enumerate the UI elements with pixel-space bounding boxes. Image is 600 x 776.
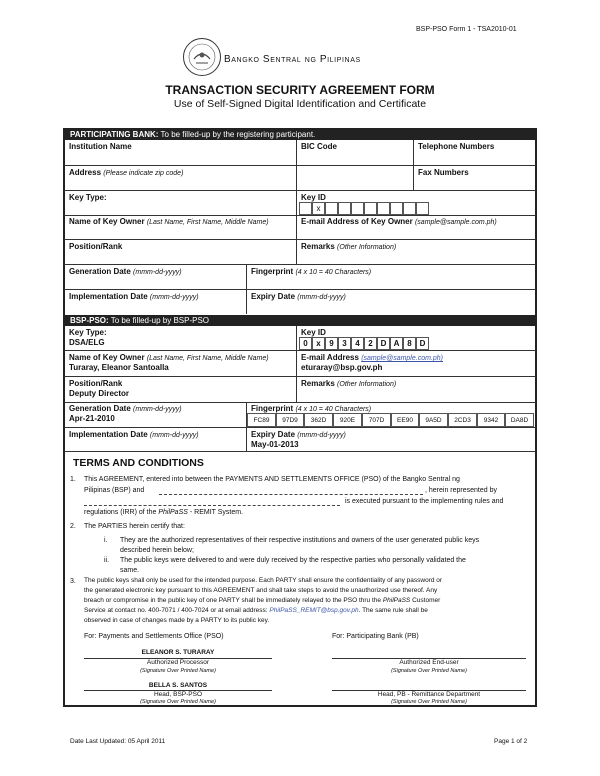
pso-key-type-value: DSA/ELG	[69, 338, 105, 347]
form-code: BSP-PSO Form 1 - TSA2010-01	[416, 26, 517, 33]
pso-key-id-label: Key ID	[301, 328, 326, 337]
telephone-label: Telephone Numbers	[418, 142, 495, 151]
pso-key-id-cell: D	[377, 337, 390, 350]
page-subtitle: Use of Self-Signed Digital Identification and Certificate	[173, 98, 427, 110]
pso-fingerprint-label: Fingerprint (4 x 10 = 40 Characters)	[251, 404, 372, 413]
key-id-cell: x	[312, 202, 325, 215]
term-3-number: 3.	[70, 578, 76, 585]
email-field[interactable]	[297, 228, 534, 238]
pso-expiry-date-value: May-01-2013	[251, 440, 299, 449]
bank-name: Bangko Sentral ng Pilipinas	[224, 54, 361, 65]
fingerprint-cell: 707D	[362, 413, 391, 427]
pso-generation-date-value: Apr-21-2010	[69, 414, 115, 423]
position-label: Position/Rank	[69, 242, 123, 251]
implementation-date-field[interactable]	[64, 302, 245, 313]
pso-remarks-label: Remarks (Other Information)	[301, 379, 397, 388]
pso-position-label: Position/Rank	[69, 379, 123, 388]
pso-generation-date-label: Generation Date (mmm-dd-yyyy)	[69, 404, 182, 413]
address-field[interactable]	[64, 178, 412, 189]
key-owner-field[interactable]	[64, 228, 295, 238]
sig-caption: (Signature Over Printed Name)	[391, 668, 467, 674]
address-label: Address (Please indicate zip code)	[69, 168, 184, 177]
expiry-date-field[interactable]	[247, 302, 534, 313]
pso-key-id-cell: 9	[325, 337, 338, 350]
pso-key-id-cell: 0	[299, 337, 312, 350]
key-id-cell[interactable]	[364, 202, 377, 215]
sig-caption: (Signature Over Printed Name)	[391, 699, 467, 705]
key-id-cell[interactable]	[403, 202, 416, 215]
pso-email-label: E-mail Address (sample@sample.com.ph)	[301, 353, 443, 362]
fingerprint-label: Fingerprint (4 x 10 = 40 Characters)	[251, 267, 372, 276]
email-label: E-mail Address of Key Owner (sample@sample.com.ph)	[301, 217, 497, 226]
term-1-line: Pilipinas (BSP) and	[84, 487, 145, 494]
pso-key-owner-value: Turaray, Eleanor Santoalla	[69, 363, 169, 372]
pso-key-id-cell: A	[390, 337, 403, 350]
participating-bank-header-note: To be filled-up by the registering participant.	[160, 130, 316, 139]
key-id-cell[interactable]	[338, 202, 351, 215]
remarks-label: Remarks (Other Information)	[301, 242, 397, 251]
term-1-line: regulations (IRR) of the PhilPaSS - REMIT System.	[84, 509, 244, 516]
representative-blank[interactable]	[84, 505, 340, 506]
pb-signatory-1-title: Authorized End-user	[399, 659, 459, 666]
sig-caption: (Signature Over Printed Name)	[140, 668, 216, 674]
last-updated: Date Last Updated: 05 April 2011	[70, 738, 166, 745]
bsp-pso-header-note: To be filled-up by BSP-PSO	[110, 316, 210, 325]
term-3-line: The public keys shall only be used for the intended purpose. Each PARTY shall ensure the confidentiality of any password or	[84, 577, 443, 584]
for-pb-label: For: Participating Bank (PB)	[332, 633, 419, 640]
terms-heading: TERMS AND CONDITIONS	[73, 457, 204, 469]
bsp-pso-header-label: BSP-PSO:	[70, 316, 109, 325]
institution-name-label: Institution Name	[69, 142, 132, 151]
term-2i-line: described herein below;	[120, 547, 194, 554]
term-2ii-line: same.	[120, 567, 140, 574]
key-owner-label: Name of Key Owner (Last Name, First Name, Middle Name)	[69, 217, 269, 226]
pso-implementation-date-label: Implementation Date (mmm-dd-yyyy)	[69, 430, 199, 439]
position-field[interactable]	[64, 252, 295, 263]
pso-key-id-cell: 4	[351, 337, 364, 350]
fingerprint-cell: DA8D	[505, 413, 534, 427]
fingerprint-cell: 2CD3	[448, 413, 477, 427]
pso-position-value: Deputy Director	[69, 389, 130, 398]
term-3-line: Service at contact no. 400-7071 / 400-7024 or at email address: PhilPaSS_REMIT@bsp.gov.ph. The same rule shall be	[84, 607, 428, 614]
bic-code-label: BIC Code	[301, 142, 337, 151]
key-id-cell[interactable]	[325, 202, 338, 215]
pso-key-id-cell: D	[416, 337, 429, 350]
implementation-date-label: Implementation Date (mmm-dd-yyyy)	[69, 292, 199, 301]
fingerprint-cell: FC89	[247, 413, 276, 427]
term-3-line: observed in case of changes made by a PARTY to its public key.	[84, 617, 270, 624]
bsp-pso-header	[64, 315, 536, 326]
term-2-line: The PARTIES herein certify that:	[84, 523, 185, 530]
bic-code-field[interactable]	[297, 153, 412, 164]
term-2i-line: They are the authorized representatives of their respective institutions and owners of the user generated public keys	[120, 537, 480, 544]
term-1-line: is executed pursuant to the implementing rules and	[345, 498, 504, 505]
bank-name-blank[interactable]	[159, 494, 423, 495]
generation-date-field[interactable]	[64, 277, 245, 288]
fax-field[interactable]	[414, 178, 534, 189]
pso-signatory-2-title: Head, BSP-PSO	[153, 691, 203, 698]
fingerprint-cell: 9342	[477, 413, 505, 427]
sig-caption: (Signature Over Printed Name)	[140, 699, 216, 705]
participating-bank-header-label: PARTICIPATING BANK:	[70, 130, 159, 139]
key-id-cell[interactable]	[390, 202, 403, 215]
pso-key-id-cell: x	[312, 337, 325, 350]
term-1-line: This AGREEMENT, entered into between the PAYMENTS AND SETTLEMENTS OFFICE (PSO) of the Bangko Sentral ng	[84, 476, 460, 483]
term-1-line: , herein represented by	[425, 487, 497, 494]
pso-signatory-2-name: BELLA S. SANTOS	[148, 682, 208, 689]
pso-key-type-label: Key Type:	[69, 328, 107, 337]
key-type-label: Key Type:	[69, 193, 107, 202]
for-pso-label: For: Payments and Settlements Office (PSO)	[84, 633, 224, 640]
generation-date-label: Generation Date (mmm-dd-yyyy)	[69, 267, 182, 276]
fingerprint-cell: EE90	[391, 413, 419, 427]
term-2i-number: i.	[104, 537, 108, 544]
telephone-field[interactable]	[414, 153, 534, 164]
key-type-field[interactable]	[64, 203, 295, 214]
pb-signatory-2-title: Head, PB - Remittance Department	[377, 691, 481, 698]
term-2ii-line: The public keys were delivered to and were duly received by the respective parties who personally validated the	[120, 557, 466, 564]
pso-key-id-cell: 2	[364, 337, 377, 350]
expiry-date-label: Expiry Date (mmm-dd-yyyy)	[251, 292, 346, 301]
fingerprint-field[interactable]	[247, 277, 534, 288]
pso-key-id-cell: 8	[403, 337, 416, 350]
key-id-cell[interactable]	[377, 202, 390, 215]
support-email-link[interactable]: PhilPaSS_REMIT@bsp.gov.ph	[269, 607, 359, 614]
term-3-line: breach or compromise in the public key of one PARTY shall be immediately relayed to the PSO thru the PhilPaSS Customer	[84, 597, 441, 604]
term-2ii-number: ii.	[104, 557, 110, 564]
fingerprint-cell: 97D9	[276, 413, 304, 427]
page-title: TRANSACTION SECURITY AGREEMENT FORM	[165, 83, 435, 97]
remarks-field[interactable]	[297, 252, 534, 263]
institution-name-field[interactable]	[64, 153, 295, 164]
key-id-cell[interactable]	[351, 202, 364, 215]
key-id-label: Key ID	[301, 193, 326, 202]
pso-key-id-cell: 3	[338, 337, 351, 350]
pso-signatory-1-name: ELEANOR S. TURARAY	[141, 649, 215, 656]
term-3-line: the generated electronic key pursuant to this AGREEMENT and shall take steps to avoid the unauthorized use thereof. Any	[84, 587, 438, 594]
fax-label: Fax Numbers	[418, 168, 469, 177]
participating-bank-header	[64, 129, 536, 140]
pso-expiry-date-label: Expiry Date (mmm-dd-yyyy)	[251, 430, 346, 439]
key-id-cell[interactable]	[416, 202, 429, 215]
term-1-number: 1.	[70, 476, 76, 483]
key-id-cell[interactable]	[299, 202, 312, 215]
term-2-number: 2.	[70, 523, 76, 530]
fingerprint-cell: 920E	[333, 413, 362, 427]
pso-email-value: eturaray@bsp.gov.ph	[301, 363, 383, 372]
page-number: Page 1 of 2	[494, 738, 528, 745]
pso-signatory-1-title: Authorized Processor	[146, 659, 210, 666]
fingerprint-cell: 9A5D	[419, 413, 448, 427]
pso-key-owner-label: Name of Key Owner (Last Name, First Name, Middle Name)	[69, 353, 269, 362]
fingerprint-cell: 362D	[304, 413, 333, 427]
bsp-seal-logo	[182, 37, 222, 77]
